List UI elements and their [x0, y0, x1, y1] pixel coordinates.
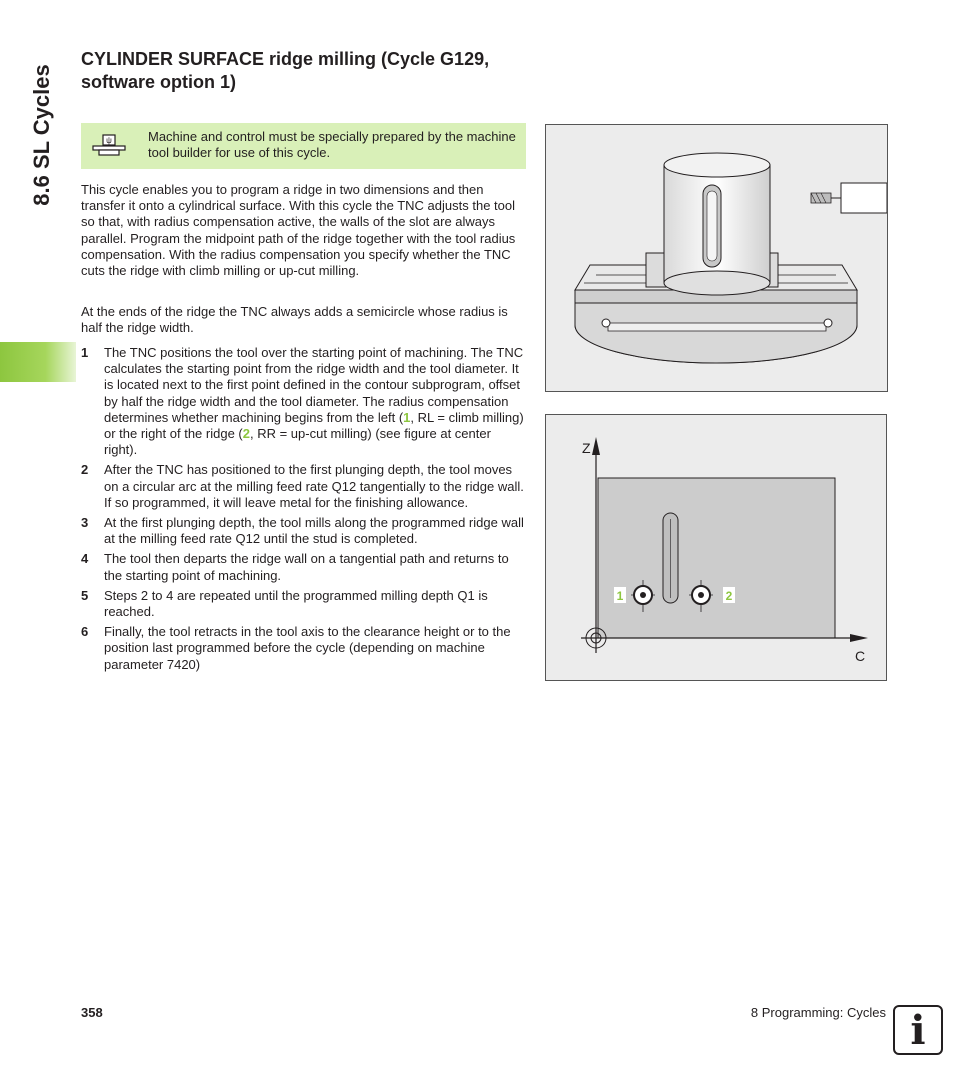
step-number: 2: [81, 462, 89, 478]
step-number: 4: [81, 551, 89, 567]
machine-note-box: [81, 123, 526, 169]
start-point-right-ref: 2: [242, 426, 250, 442]
ridge-diagram: [546, 415, 886, 680]
step-number: 5: [81, 587, 89, 603]
machine-note-text: Machine and control must be specially prepared by the machine tool builder for use of this cycle.: [148, 129, 516, 160]
start-point-left-ref: 1: [403, 409, 411, 425]
svg-text:ψ: ψ: [106, 136, 112, 145]
start-point-right-label: 2: [725, 589, 733, 603]
c-axis-arrow: [850, 634, 868, 642]
machine-icon: [91, 131, 127, 161]
step-number: 3: [81, 515, 89, 531]
step-item: [81, 551, 526, 583]
step-item: [81, 588, 526, 620]
step-text: The tool then departs the ridge wall on a tangential path and returns to the starting point of machining.: [104, 551, 509, 583]
intro-paragraph: This cycle enables you to program a ridge in two dimensions and then transfer it onto a cylindrical surface. With this cycle the TNC adjusts the tool so that, with radius compensation active, the walls of the slot are always parallel. Program the midpoint path of the ridge together with the tool radius compensation. With the radius compensation you specify whether the TNC cuts the ridge with climb milling or up-cut milling.: [81, 182, 516, 279]
step-text: The TNC positions the tool over the starting point of machining. The TNC calculates the starting point from the ridge width and the tool diameter. It is located next to the first point defined in the contour subprogram, offset by half the ridge width and the tool diameter. The radius compensation determines whether machining begins from the left (: [104, 345, 524, 425]
heading-line-2: software option 1): [81, 72, 237, 92]
cylinder-table-illustration: [546, 125, 887, 391]
step-text: Steps 2 to 4 are repeated until the programmed milling depth Q1 is reached.: [104, 587, 488, 620]
z-axis-label: Z: [582, 440, 591, 456]
step-item: [81, 345, 526, 458]
ridge-diagram-figure: [545, 414, 887, 681]
step-text: , RL = climb milling) or the right of the ridge (: [104, 409, 524, 442]
step-number: 6: [81, 624, 89, 640]
step-text: , RR = up-cut milling) (see figure at center right).: [104, 426, 491, 458]
start-point-left-label: 1: [616, 589, 624, 603]
page-heading: [81, 48, 541, 94]
z-axis-arrow: [592, 437, 600, 455]
step-item: [81, 624, 526, 673]
side-section-title-text: 8.6 SL Cycles: [29, 64, 54, 206]
step-number: 1: [81, 345, 89, 360]
chapter-tab-marker: [0, 342, 76, 382]
cylinder-table-figure: [545, 124, 888, 392]
steps-list: [81, 345, 526, 677]
heading-line-1: CYLINDER SURFACE ridge milling (Cycle G129,: [81, 49, 490, 69]
chapter-footer: 8 Programming: Cycles: [750, 1005, 886, 1020]
semicircle-paragraph: At the ends of the ridge the TNC always adds a semicircle whose radius is half the ridge width.: [81, 304, 508, 336]
c-axis-label: C: [855, 648, 866, 664]
info-glyph: i: [910, 1007, 926, 1054]
step-text: At the first plunging depth, the tool mills along the programmed ridge wall at the milling feed rate Q12 until the stud is completed.: [104, 515, 524, 547]
info-icon[interactable]: [893, 1005, 943, 1055]
step-item: [81, 515, 526, 547]
step-text: After the TNC has positioned to the first plunging depth, the tool moves on a circular arc at the milling feed rate Q12 tangentially to the ridge wall. If so programmed, it will leave metal for the finishing allowance.: [104, 462, 524, 510]
side-section-title: [22, 50, 62, 220]
step-text: Finally, the tool retracts in the tool axis to the clearance height or to the position last programmed before the cycle (depending on machine parameter 7420): [104, 624, 511, 672]
page-number: 358: [81, 1005, 103, 1020]
step-item: [81, 462, 526, 511]
